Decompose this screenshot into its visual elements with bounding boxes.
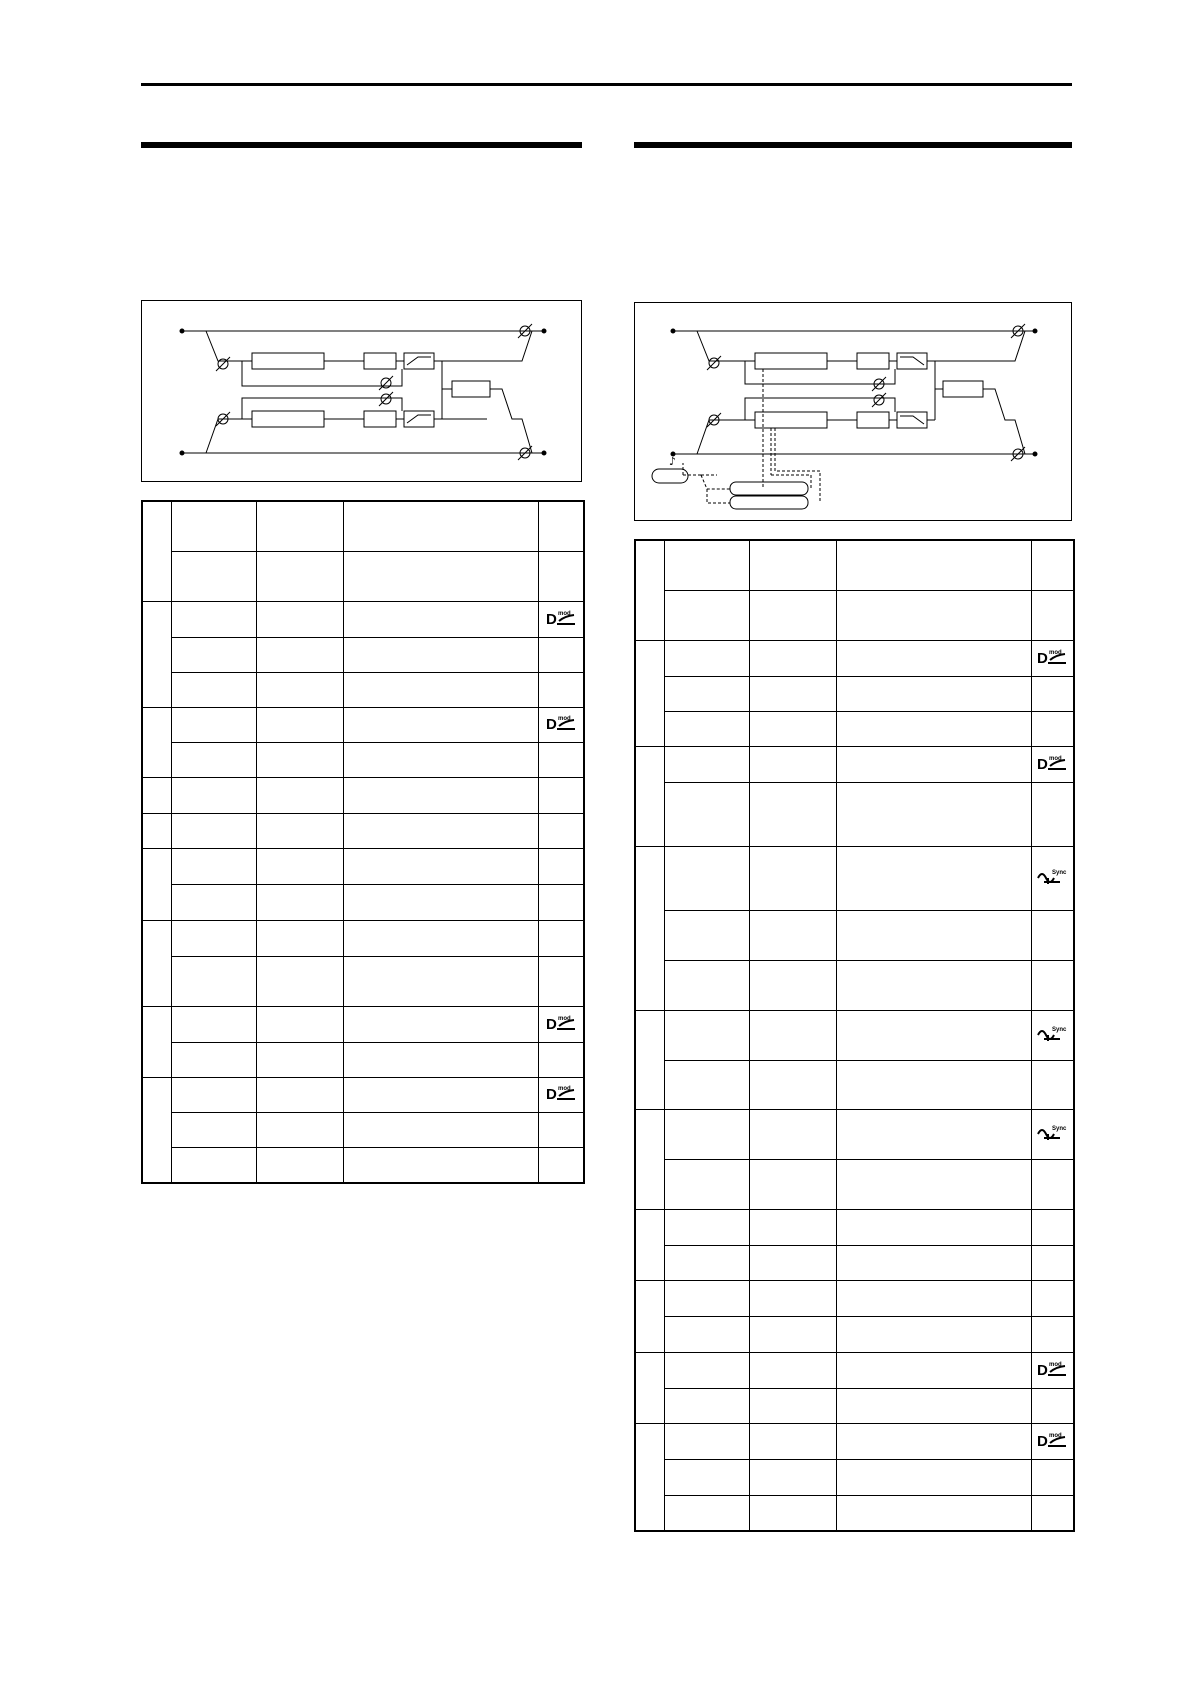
parameter-cell (836, 711, 1031, 746)
modulation-cell (538, 920, 584, 956)
group-cell (635, 1209, 664, 1280)
parameter-cell (749, 676, 836, 711)
svg-text:Sync: Sync (1052, 1125, 1067, 1132)
parameter-cell (836, 1459, 1031, 1495)
parameter-cell (171, 1147, 256, 1183)
parameter-cell (749, 846, 836, 910)
parameter-cell (664, 746, 749, 782)
page-top-rule (141, 83, 1072, 86)
parameter-cell (664, 1280, 749, 1316)
table-row (142, 884, 584, 920)
table-row (142, 813, 584, 848)
svg-text:mod: mod (1049, 1361, 1062, 1368)
svg-text:D: D (545, 1015, 557, 1032)
modulation-cell (538, 707, 584, 742)
right-section-bar (634, 142, 1072, 148)
parameter-cell (749, 1010, 836, 1060)
parameter-cell (343, 672, 538, 707)
modulation-cell (1031, 1109, 1074, 1159)
group-cell (635, 746, 664, 846)
modulation-cell (1031, 746, 1074, 782)
parameter-cell (343, 1042, 538, 1077)
parameter-cell (749, 746, 836, 782)
sync-icon (1036, 1023, 1068, 1043)
parameter-cell (343, 601, 538, 637)
svg-text:D: D (545, 716, 557, 732)
table-row (635, 960, 1074, 1010)
parameter-cell (664, 1423, 749, 1459)
table-row (142, 1042, 584, 1077)
parameter-cell (171, 956, 256, 1006)
parameter-cell (343, 1147, 538, 1183)
parameter-cell (343, 777, 538, 813)
group-cell (635, 1109, 664, 1209)
parameter-cell (749, 1060, 836, 1109)
modulation-cell (1031, 1280, 1074, 1316)
parameter-cell (664, 1388, 749, 1423)
parameter-cell (836, 746, 1031, 782)
parameter-cell (171, 1112, 256, 1147)
modulation-cell (538, 956, 584, 1006)
parameter-cell (836, 782, 1031, 846)
parameter-cell (171, 707, 256, 742)
modulation-cell (538, 601, 584, 637)
parameter-cell (256, 1147, 343, 1183)
group-cell (635, 1010, 664, 1109)
table-row (142, 1006, 584, 1042)
modulation-cell (538, 884, 584, 920)
parameter-cell (664, 1209, 749, 1245)
parameter-cell (256, 707, 343, 742)
parameter-cell (836, 1423, 1031, 1459)
parameter-cell (749, 1495, 836, 1531)
parameter-cell (836, 1109, 1031, 1159)
dmod-icon (545, 1012, 577, 1032)
table-row (635, 1209, 1074, 1245)
parameter-cell (343, 1077, 538, 1112)
svg-text:mod: mod (557, 1086, 571, 1092)
parameter-cell (664, 910, 749, 960)
parameter-cell (664, 1109, 749, 1159)
parameter-cell (664, 782, 749, 846)
parameter-cell (749, 1352, 836, 1388)
modulation-cell (538, 672, 584, 707)
table-row (635, 1423, 1074, 1459)
modulation-cell (1031, 846, 1074, 910)
dmod-icon (545, 1082, 577, 1102)
parameter-cell (749, 1423, 836, 1459)
parameter-cell (171, 1006, 256, 1042)
parameter-cell (171, 637, 256, 672)
group-cell (142, 707, 171, 777)
svg-text:mod: mod (557, 1015, 571, 1022)
modulation-cell (538, 777, 584, 813)
group-cell (142, 1006, 171, 1077)
parameter-cell (664, 1352, 749, 1388)
left-section-bar (141, 142, 582, 148)
table-row (142, 501, 584, 551)
parameter-cell (343, 501, 538, 551)
parameter-cell (256, 1006, 343, 1042)
sync-icon (1036, 866, 1068, 886)
sync-icon (1036, 1122, 1068, 1142)
modulation-cell (1031, 1060, 1074, 1109)
parameter-cell (256, 1077, 343, 1112)
svg-text:mod: mod (1049, 649, 1062, 656)
group-cell (635, 1352, 664, 1423)
parameter-table-right (634, 539, 1075, 1532)
svg-text:D: D (1037, 755, 1049, 772)
parameter-cell (256, 601, 343, 637)
group-cell (635, 846, 664, 1010)
parameter-cell (749, 1245, 836, 1280)
modulation-cell (538, 637, 584, 672)
parameter-cell (836, 1159, 1031, 1209)
group-cell (142, 813, 171, 848)
parameter-cell (343, 884, 538, 920)
table-row (142, 956, 584, 1006)
table-row (635, 1010, 1074, 1060)
group-cell (635, 540, 664, 640)
modulation-cell (538, 1112, 584, 1147)
parameter-cell (171, 742, 256, 777)
parameter-cell (664, 1316, 749, 1352)
group-cell (635, 640, 664, 746)
parameter-cell (664, 1459, 749, 1495)
parameter-cell (664, 640, 749, 676)
parameter-cell (749, 960, 836, 1010)
stereo-chain-diagram-left (141, 300, 582, 482)
parameter-cell (256, 501, 343, 551)
svg-text:D: D (545, 1086, 557, 1102)
group-cell (142, 501, 171, 601)
parameter-cell (256, 956, 343, 1006)
modulation-cell (538, 848, 584, 884)
parameter-cell (749, 590, 836, 640)
table-row (635, 846, 1074, 910)
table-row (635, 910, 1074, 960)
parameter-cell (749, 1109, 836, 1159)
table-row (635, 1495, 1074, 1531)
table-row (142, 1077, 584, 1112)
dmod-icon (1036, 1429, 1068, 1449)
parameter-cell (171, 1077, 256, 1112)
parameter-cell (664, 540, 749, 590)
parameter-cell (749, 1316, 836, 1352)
svg-text:Sync: Sync (1052, 1026, 1067, 1033)
table-row (635, 1159, 1074, 1209)
parameter-cell (749, 1280, 836, 1316)
dmod-icon (1036, 752, 1068, 772)
modulation-cell (1031, 1459, 1074, 1495)
parameter-cell (256, 637, 343, 672)
modulation-cell (1031, 1010, 1074, 1060)
parameter-cell (171, 777, 256, 813)
parameter-cell (749, 711, 836, 746)
parameter-cell (171, 551, 256, 601)
parameter-cell (749, 1459, 836, 1495)
parameter-cell (171, 920, 256, 956)
modulation-cell (538, 501, 584, 551)
table-row (635, 1109, 1074, 1159)
table-row (635, 1459, 1074, 1495)
parameter-cell (256, 848, 343, 884)
modulation-cell (538, 1042, 584, 1077)
modulation-cell (538, 1077, 584, 1112)
parameter-cell (343, 742, 538, 777)
svg-text:mod: mod (1049, 755, 1062, 762)
modulation-cell (1031, 1209, 1074, 1245)
table-row (635, 782, 1074, 846)
parameter-cell (836, 540, 1031, 590)
table-row (142, 551, 584, 601)
parameter-cell (343, 637, 538, 672)
group-cell (142, 777, 171, 813)
parameter-cell (171, 884, 256, 920)
parameter-cell (664, 846, 749, 910)
signal-flow-left (142, 301, 580, 480)
parameter-cell (256, 1042, 343, 1077)
table-row (635, 1245, 1074, 1280)
parameter-cell (664, 1495, 749, 1531)
parameter-cell (664, 1245, 749, 1280)
parameter-cell (836, 846, 1031, 910)
dmod-icon (1036, 646, 1068, 666)
group-cell (142, 848, 171, 920)
table-row (142, 1147, 584, 1183)
svg-text:mod: mod (557, 610, 571, 617)
dmod-icon (545, 607, 577, 627)
table-row (635, 1352, 1074, 1388)
group-cell (142, 1077, 171, 1183)
parameter-cell (171, 501, 256, 551)
group-cell (142, 601, 171, 707)
parameter-cell (749, 782, 836, 846)
table-row (142, 637, 584, 672)
parameter-cell (836, 1316, 1031, 1352)
table-row (142, 707, 584, 742)
parameter-cell (836, 640, 1031, 676)
table-row (635, 640, 1074, 676)
group-cell (142, 920, 171, 1006)
parameter-cell (749, 640, 836, 676)
modulation-cell (1031, 1352, 1074, 1388)
table-row (142, 672, 584, 707)
dmod-icon (545, 712, 577, 732)
parameter-cell (171, 601, 256, 637)
table-row (635, 746, 1074, 782)
parameter-cell (836, 676, 1031, 711)
parameter-table-left (141, 500, 585, 1184)
parameter-cell (256, 1112, 343, 1147)
parameter-cell (836, 1060, 1031, 1109)
parameter-cell (343, 848, 538, 884)
table-row (635, 1316, 1074, 1352)
group-cell (635, 1423, 664, 1531)
parameter-cell (256, 672, 343, 707)
modulation-cell (1031, 1316, 1074, 1352)
parameter-cell (836, 1495, 1031, 1531)
parameter-cell (836, 1352, 1031, 1388)
svg-text:mod: mod (1049, 1432, 1062, 1439)
modulation-cell (1031, 910, 1074, 960)
modulation-cell (1031, 540, 1074, 590)
parameter-cell (664, 960, 749, 1010)
parameter-cell (256, 813, 343, 848)
parameter-cell (343, 707, 538, 742)
modulation-cell (1031, 640, 1074, 676)
stereo-chain-diagram-right (634, 302, 1072, 521)
group-cell (635, 1280, 664, 1352)
signal-flow-right (635, 303, 1070, 519)
table-row (635, 1388, 1074, 1423)
modulation-cell (1031, 1423, 1074, 1459)
parameter-cell (171, 848, 256, 884)
modulation-cell (1031, 960, 1074, 1010)
parameter-cell (749, 910, 836, 960)
parameter-cell (664, 711, 749, 746)
modulation-cell (1031, 711, 1074, 746)
modulation-cell (1031, 1388, 1074, 1423)
parameter-cell (836, 1245, 1031, 1280)
parameter-cell (664, 1060, 749, 1109)
table-row (142, 848, 584, 884)
parameter-cell (171, 1042, 256, 1077)
parameter-cell (343, 1006, 538, 1042)
modulation-cell (538, 742, 584, 777)
modulation-cell (1031, 676, 1074, 711)
parameter-cell (664, 590, 749, 640)
parameter-cell (343, 813, 538, 848)
table-row (142, 920, 584, 956)
table-row (635, 1280, 1074, 1316)
modulation-cell (1031, 590, 1074, 640)
parameter-cell (256, 777, 343, 813)
table-row (142, 742, 584, 777)
dmod-icon (1036, 1358, 1068, 1378)
table-row (142, 1112, 584, 1147)
svg-text:♪: ♪ (669, 455, 677, 468)
svg-text:D: D (1037, 649, 1049, 666)
modulation-cell (538, 813, 584, 848)
parameter-cell (749, 1159, 836, 1209)
table-row (635, 540, 1074, 590)
parameter-cell (836, 1388, 1031, 1423)
svg-text:mod: mod (557, 716, 571, 722)
parameter-cell (171, 672, 256, 707)
parameter-cell (836, 1209, 1031, 1245)
table-row (142, 601, 584, 637)
parameter-cell (836, 590, 1031, 640)
parameter-cell (343, 956, 538, 1006)
svg-text:D: D (545, 610, 557, 627)
parameter-cell (836, 1010, 1031, 1060)
parameter-cell (343, 1112, 538, 1147)
svg-text:D: D (1037, 1361, 1049, 1378)
parameter-cell (343, 920, 538, 956)
modulation-cell (1031, 1159, 1074, 1209)
parameter-cell (749, 1209, 836, 1245)
parameter-cell (256, 920, 343, 956)
parameter-cell (343, 551, 538, 601)
parameter-cell (664, 1159, 749, 1209)
modulation-cell (1031, 1245, 1074, 1280)
modulation-cell (1031, 782, 1074, 846)
parameter-cell (836, 1280, 1031, 1316)
modulation-cell (538, 551, 584, 601)
parameter-cell (836, 910, 1031, 960)
svg-text:D: D (1037, 1432, 1049, 1449)
parameter-cell (256, 742, 343, 777)
modulation-cell (1031, 1495, 1074, 1531)
table-row (635, 590, 1074, 640)
modulation-cell (538, 1147, 584, 1183)
parameter-cell (836, 960, 1031, 1010)
parameter-cell (171, 813, 256, 848)
parameter-cell (749, 1388, 836, 1423)
parameter-cell (664, 676, 749, 711)
modulation-cell (538, 1006, 584, 1042)
svg-text:Sync: Sync (1052, 869, 1067, 876)
parameter-cell (664, 1010, 749, 1060)
parameter-cell (749, 540, 836, 590)
table-row (635, 711, 1074, 746)
table-row (635, 1060, 1074, 1109)
table-row (142, 777, 584, 813)
parameter-cell (256, 884, 343, 920)
table-row (635, 676, 1074, 711)
parameter-cell (256, 551, 343, 601)
